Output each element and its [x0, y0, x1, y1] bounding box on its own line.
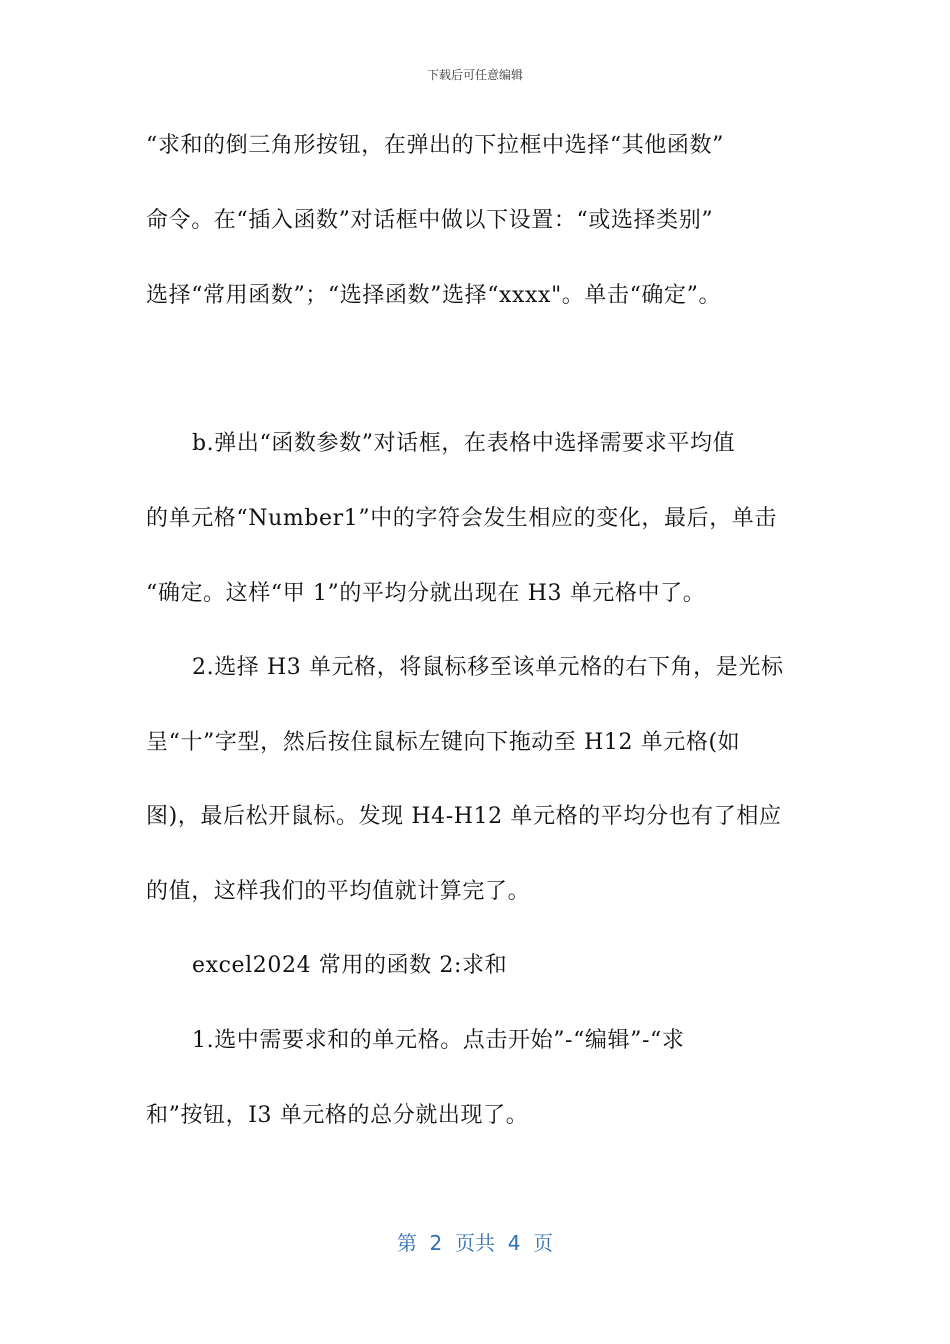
text-line-5: 的单元格“Number1”中的字符会发生相应的变化，最后，单击: [146, 506, 777, 531]
text-line-12: 1.选中需要求和的单元格。点击开始”-“编辑”-“求: [192, 1028, 685, 1053]
section-heading: excel2024 常用的函数 2:求和: [192, 953, 508, 978]
text-line-8: 呈“十”字型，然后按住鼠标左键向下拖动至 H12 单元格(如: [146, 730, 741, 755]
text-line-4: b.弹出“函数参数”对话框，在表格中选择需要求平均值: [192, 431, 736, 456]
text-line-1: “求和的倒三角形按钮，在弹出的下拉框中选择“其他函数”: [146, 133, 724, 158]
text-line-2: 命令。在“插入函数”对话框中做以下设置：“或选择类别”: [146, 208, 714, 233]
text-line-13: 和”按钮，I3 单元格的总分就出现了。: [146, 1103, 529, 1128]
text-line-7: 2.选择 H3 单元格，将鼠标移至该单元格的右下角，是光标: [192, 655, 784, 680]
page-header: 下载后可任意编辑: [426, 68, 523, 82]
page-footer: 第 2 页共 4 页: [396, 1231, 554, 1255]
text-line-6: “确定。这样“甲 1”的平均分就出现在 H3 单元格中了。: [146, 581, 706, 606]
text-line-10: 的值，这样我们的平均值就计算完了。: [146, 879, 531, 904]
text-line-3: 选择“常用函数”；“选择函数”选择“xxxx"。单击“确定”。: [146, 283, 722, 308]
text-line-9: 图)，最后松开鼠标。发现 H4-H12 单元格的平均分也有了相应: [146, 804, 782, 829]
